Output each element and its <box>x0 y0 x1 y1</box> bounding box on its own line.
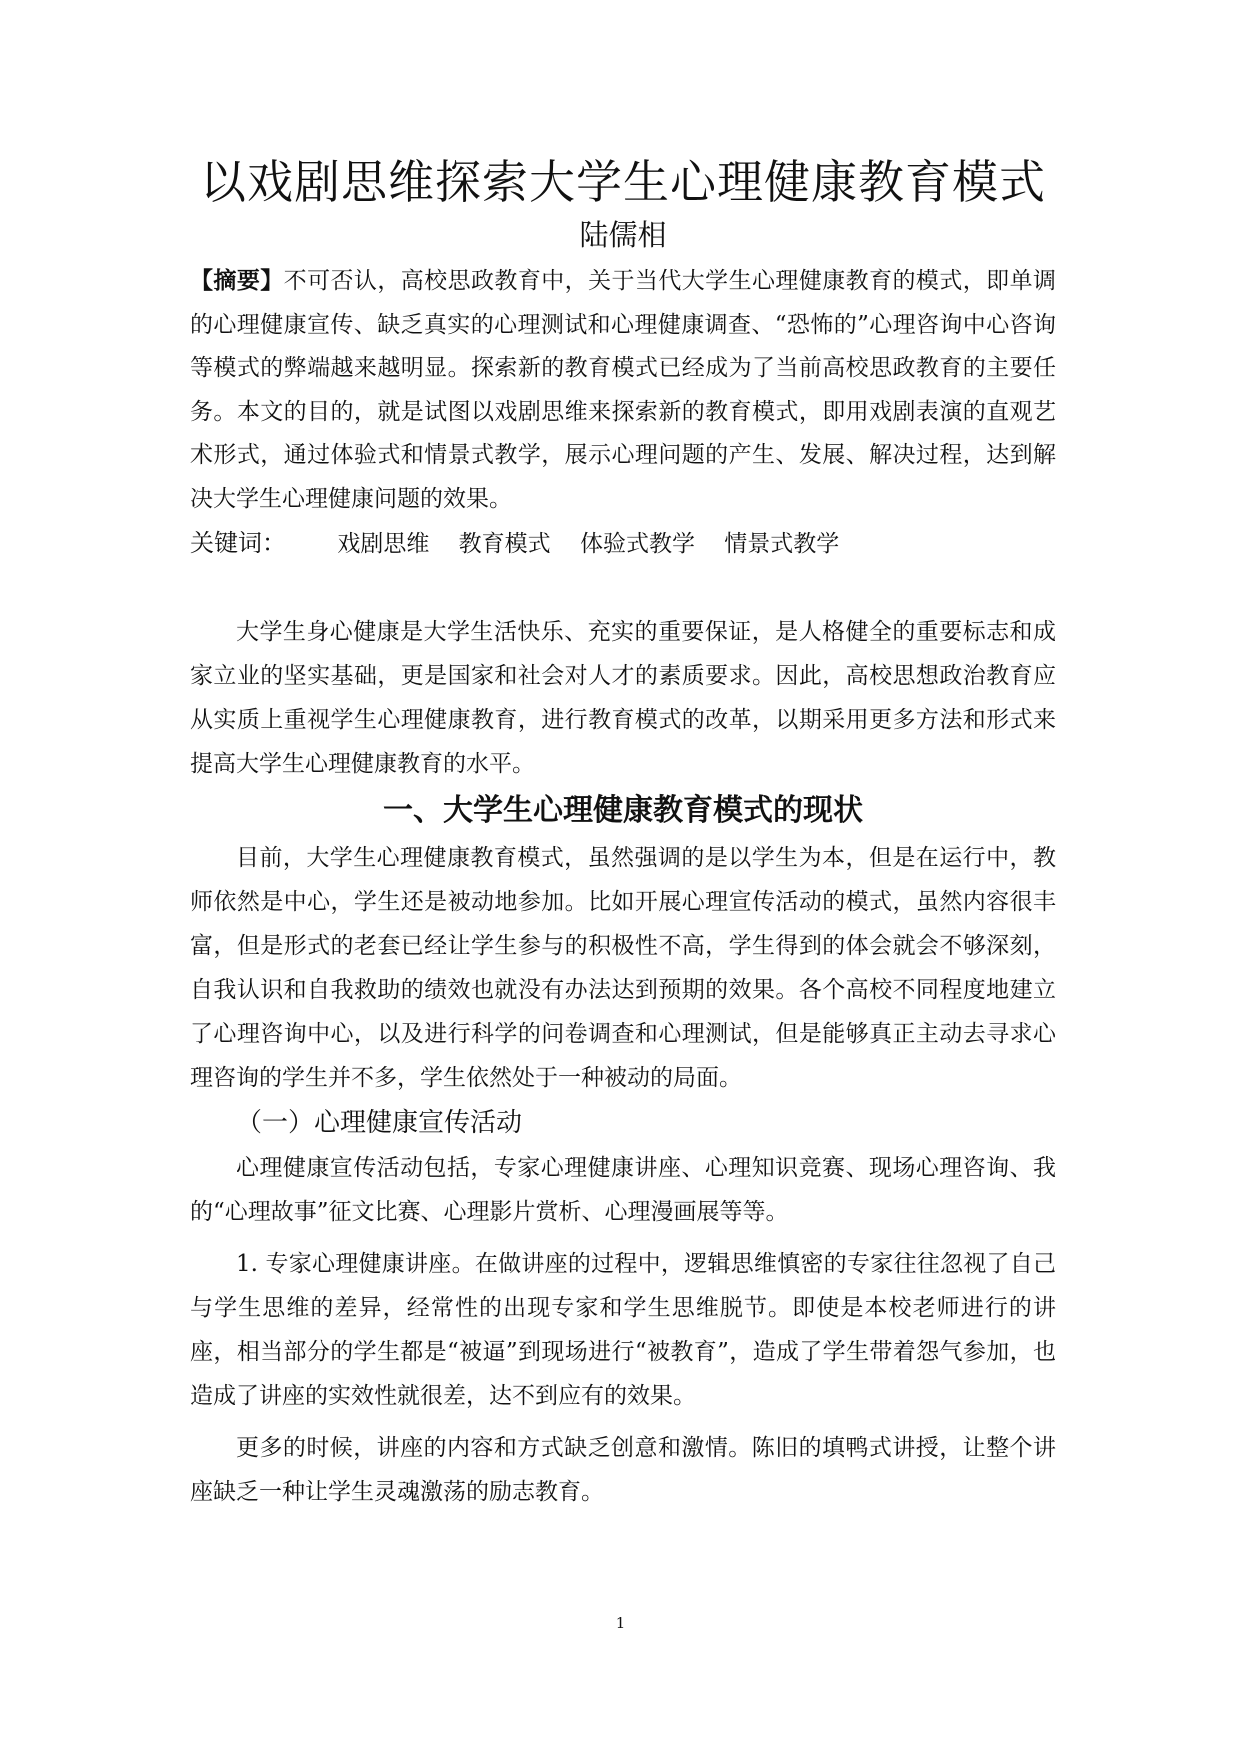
abstract-text: 不可否认，高校思政教育中，关于当代大学生心理健康教育的模式，即单调的心理健康宣传、缺乏真实的心理测试和心理健康调查、“恐怖的”心理咨询中心咨询等模式的弊端越来越明显。探索新的教育模式已经成为了当前高校思政教育的主要任务。本文的目的，就是试图以戏剧思维来探索新的教育模式，即用戏剧表演的直观艺术形式，通过体验式和情景式教学，展示心理问题的产生、发展、解决过程，达到解决大学生心理健康问题的效果。 <box>190 268 1057 512</box>
body-paragraph: 更多的时候，讲座的内容和方式缺乏创意和激情。陈旧的填鸭式讲授，让整个讲座缺乏一种让学生灵魂激荡的励志教育。 <box>190 1435 1056 1505</box>
keywords-label: 关键词： <box>190 529 286 557</box>
body-paragraph: 1. 专家心理健康讲座。在做讲座的过程中，逻辑思维慎密的专家往往忽视了自己与学生思维的差异，经常性的出现专家和学生思维脱节。即使是本校老师进行的讲座，相当部分的学生都是“被逼”到现场进行“被教育”，造成了学生带着怨气参加，也造成了讲座的实效性就很差，达不到应有的效果。 <box>190 1251 1056 1409</box>
keywords <box>190 521 1056 566</box>
subsection-heading: （一）心理健康宣传活动 <box>236 1108 523 1138</box>
author-name: 陆儒相 <box>579 218 667 252</box>
keyword-item: 戏剧思维 <box>337 531 430 557</box>
section-paragraph: 目前，大学生心理健康教育模式，虽然强调的是以学生为本，但是在运行中，教师依然是中心，学生还是被动地参加。比如开展心理宣传活动的模式，虽然内容很丰富，但是形式的老套已经让学生参与的积极性不高，学生得到的体会就会不够深刻，自我认识和自我救助的绩效也就没有办法达到预期的效果。各个高校不同程度地建立了心理咨询中心，以及进行科学的问卷调查和心理测试，但是能够真正主动去寻求心理咨询的学生并不多，学生依然处于一种被动的局面。 <box>190 845 1056 1091</box>
keyword-item: 情景式教学 <box>724 531 840 557</box>
body-paragraph: 心理健康宣传活动包括，专家心理健康讲座、心理知识竞赛、现场心理咨询、我的“心理故事”征文比赛、心理影片赏析、心理漫画展等等。 <box>190 1155 1056 1225</box>
intro-paragraph: 大学生身心健康是大学生活快乐、充实的重要保证，是人格健全的重要标志和成家立业的坚实基础，更是国家和社会对人才的素质要求。因此，高校思想政治教育应从实质上重视学生心理健康教育，进行教育模式的改革，以期采用更多方法和形式来提高大学生心理健康教育的水平。 <box>190 619 1056 777</box>
abstract <box>190 260 1056 521</box>
keyword-item: 教育模式 <box>458 531 551 557</box>
section-heading: 一、大学生心理健康教育模式的现状 <box>383 793 863 828</box>
abstract-label: 【摘要】 <box>190 268 284 294</box>
page-number: 1 <box>615 1614 626 1632</box>
document-title: 以戏剧思维探索大学生心理健康教育模式 <box>200 155 1046 209</box>
page-content <box>190 150 1056 1514</box>
keyword-item: 体验式教学 <box>579 531 695 557</box>
